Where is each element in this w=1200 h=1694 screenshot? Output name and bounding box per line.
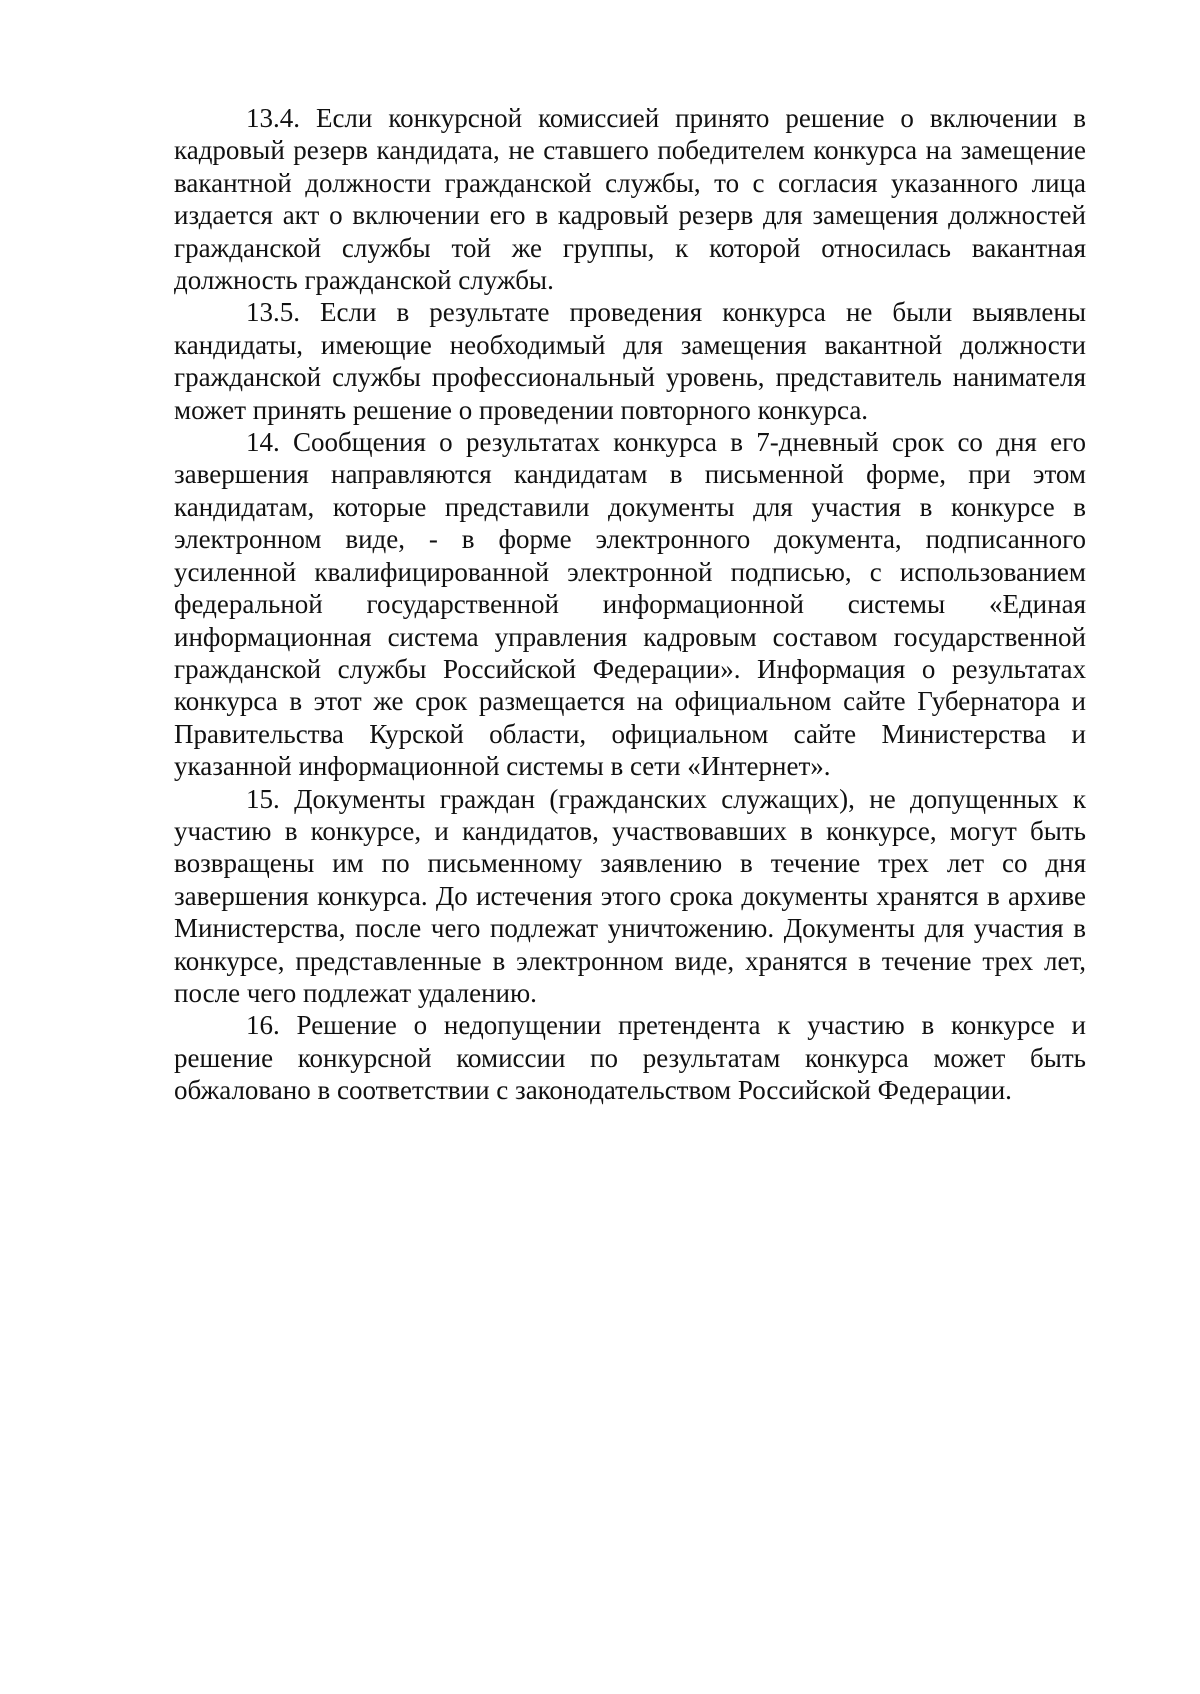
- paragraph-15: 15. Документы граждан (гражданских служащих), не допущенных к участию в конкурсе, и кандидатов, участвовавших в конкурсе, могут быть возвращены им по письменному заявлению в течение трех лет со дня завершения конкурса. До истечения этого срока документы хранятся в архиве Министерства, после чего подлежат уничтожению. Документы для участия в конкурсе, представленные в электронном виде, хранятся в течение трех лет, после чего подлежат удалению.: [174, 783, 1086, 1008]
- paragraph-13-4: 13.4. Если конкурсной комиссией принято решение о включении в кадровый резерв кандидата, не ставшего победителем конкурса на замещение вакантной должности гражданской службы, то с согласия указанного лица издается акт о включении его в кадровый резерв для замещения должностей гражданской службы той же группы, к которой относилась вакантная должность гражданской службы.: [174, 103, 1086, 296]
- paragraph-13-5: 13.5. Если в результате проведения конкурса не были выявлены кандидаты, имеющие необходимый для замещения вакантной должности гражданской службы профессиональный уровень, представитель нанимателя может принять решение о проведении повторного конкурса.: [174, 297, 1086, 425]
- paragraph-14: 14. Сообщения о результатах конкурса в 7-дневный срок со дня его завершения направляются кандидатам в письменной форме, при этом кандидатам, которые представили документы для участия в конкурсе в электронном виде, - в форме электронного документа, подписанного усиленной квалифицированной электронной подписью, с использованием федеральной государственной информационной системы «Единая информационная система управления кадровым составом государственной гражданской службы Российской Федерации». Информация о результатах конкурса в этот же срок размещается на официальном сайте Губернатора и Правительства Курской области, официальном сайте Министерства и указанной информационной системы в сети «Интернет».: [174, 427, 1086, 782]
- document-body: [174, 102, 1086, 1107]
- paragraph-16: 16. Решение о недопущении претендента к участию в конкурсе и решение конкурсной комиссии по результатам конкурса может быть обжаловано в соответствии с законодательством Российской Федерации.: [174, 1010, 1086, 1106]
